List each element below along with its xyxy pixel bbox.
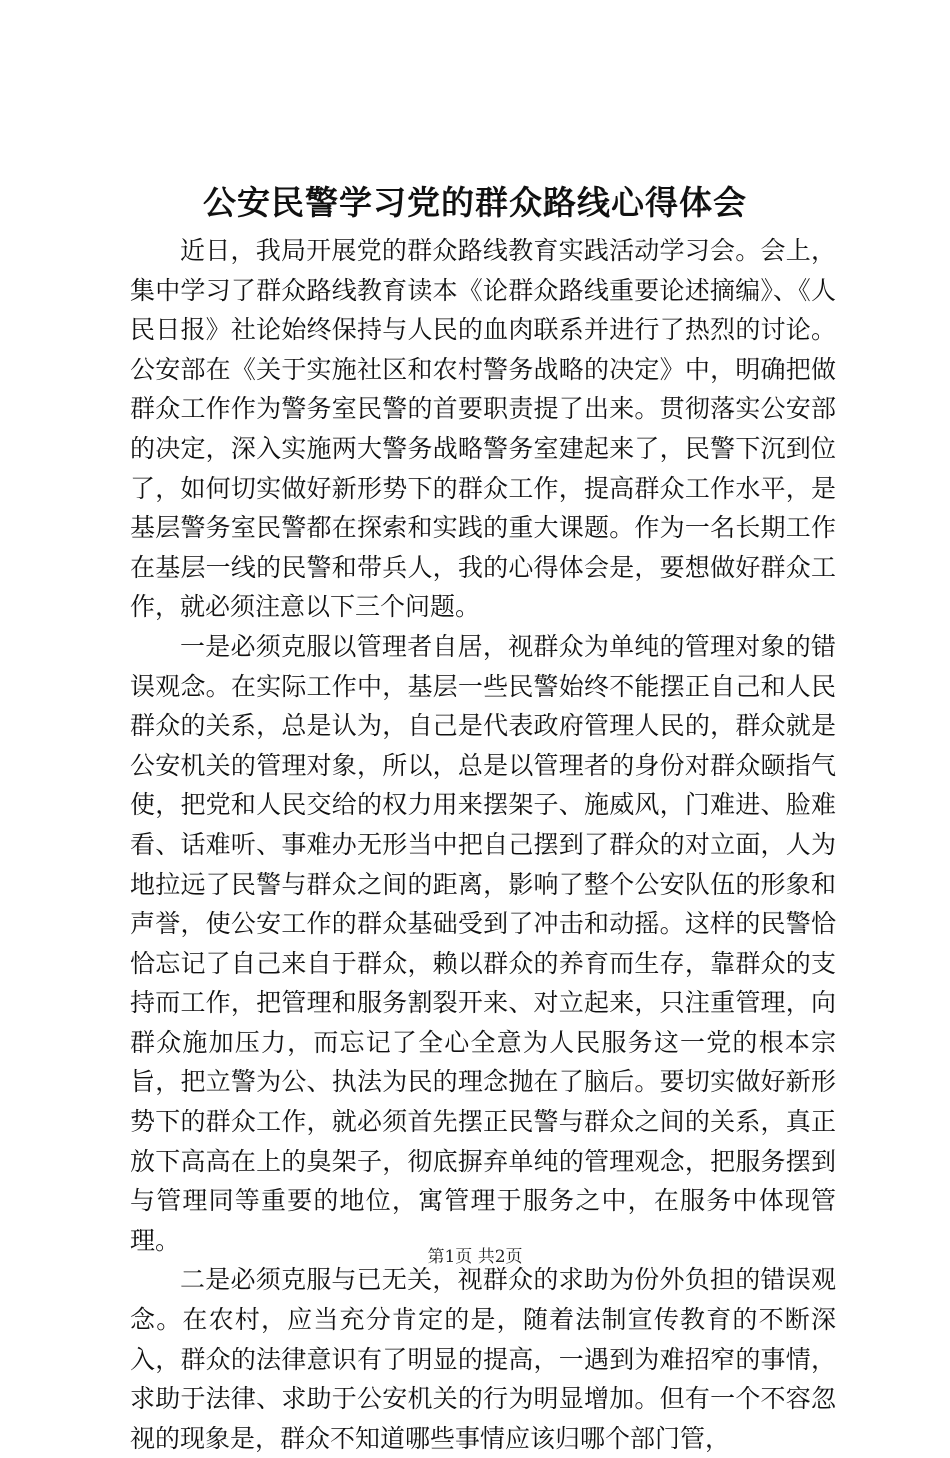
paragraph-intro: 近日，我局开展党的群众路线教育实践活动学习会。会上，集中学习了群众路线教育读本《论群众路线重要论述摘编》、《人民日报》社论始终保持与人民的血肉联系并进行了热烈的讨论。公安部在《关于实施社区和农村警务战略的决定》中，明确把做群众工作作为警务室民警的首要职责提了出来。贯彻落实公安部的决定，深入实施两大警务战略警务室建起来了，民警下沉到位了，如何切实做好新形势下的群众工作，提高群众工作水平，是基层警务室民警都在探索和实践的重大课题。作为一名长期工作在基层一线的民警和带兵人，我的心得体会是，要想做好群众工作，就必须注意以下三个问题。 [130,236,836,622]
document-body [130,231,836,1458]
page-number-footer: 第1页 共2页 [427,1247,523,1267]
document-title: 公安民警学习党的群众路线心得体会 [203,183,747,222]
paragraph-point-one: 一是必须克服以管理者自居，视群众为单纯的管理对象的错误观念。在实际工作中，基层一些民警始终不能摆正自己和人民群众的关系，总是认为，自己是代表政府管理人民的，群众就是公安机关的管理对象，所以，总是以管理者的身份对群众颐指气使，把党和人民交给的权力用来摆架子、施威风，门难进、脸难看、话难听、事难办无形当中把自己摆到了群众的对立面，人为地拉远了民警与群众之间的距离，影响了整个公安队伍的形象和声誉，使公安工作的群众基础受到了冲击和动摇。这样的民警恰恰忘记了自己来自于群众，赖以群众的养育而生存，靠群众的支持而工作，把管理和服务割裂开来、对立起来，只注重管理，向群众施加压力，而忘记了全心全意为人民服务这一党的根本宗旨，把立警为公、执法为民的理念抛在了脑后。要切实做好新形势下的群众工作，就必须首先摆正民警与群众之间的关系，真正放下高高在上的臭架子，彻底摒弃单纯的管理观念，把服务摆到与管理同等重要的地位，寓管理于服务之中，在服务中体现管理。 [130,631,836,1255]
paragraph-point-two: 二是必须克服与已无关，视群众的求助为份外负担的错误观念。在农村，应当充分肯定的是，随着法制宣传教育的不断深入，群众的法律意识有了明显的提高，一遇到为难招窄的事情，求助于法律、求助于公安机关的行为明显增加。但有一个不容忽视的现象是，群众不知道哪些事情应该归哪个部门管， [130,1265,836,1453]
